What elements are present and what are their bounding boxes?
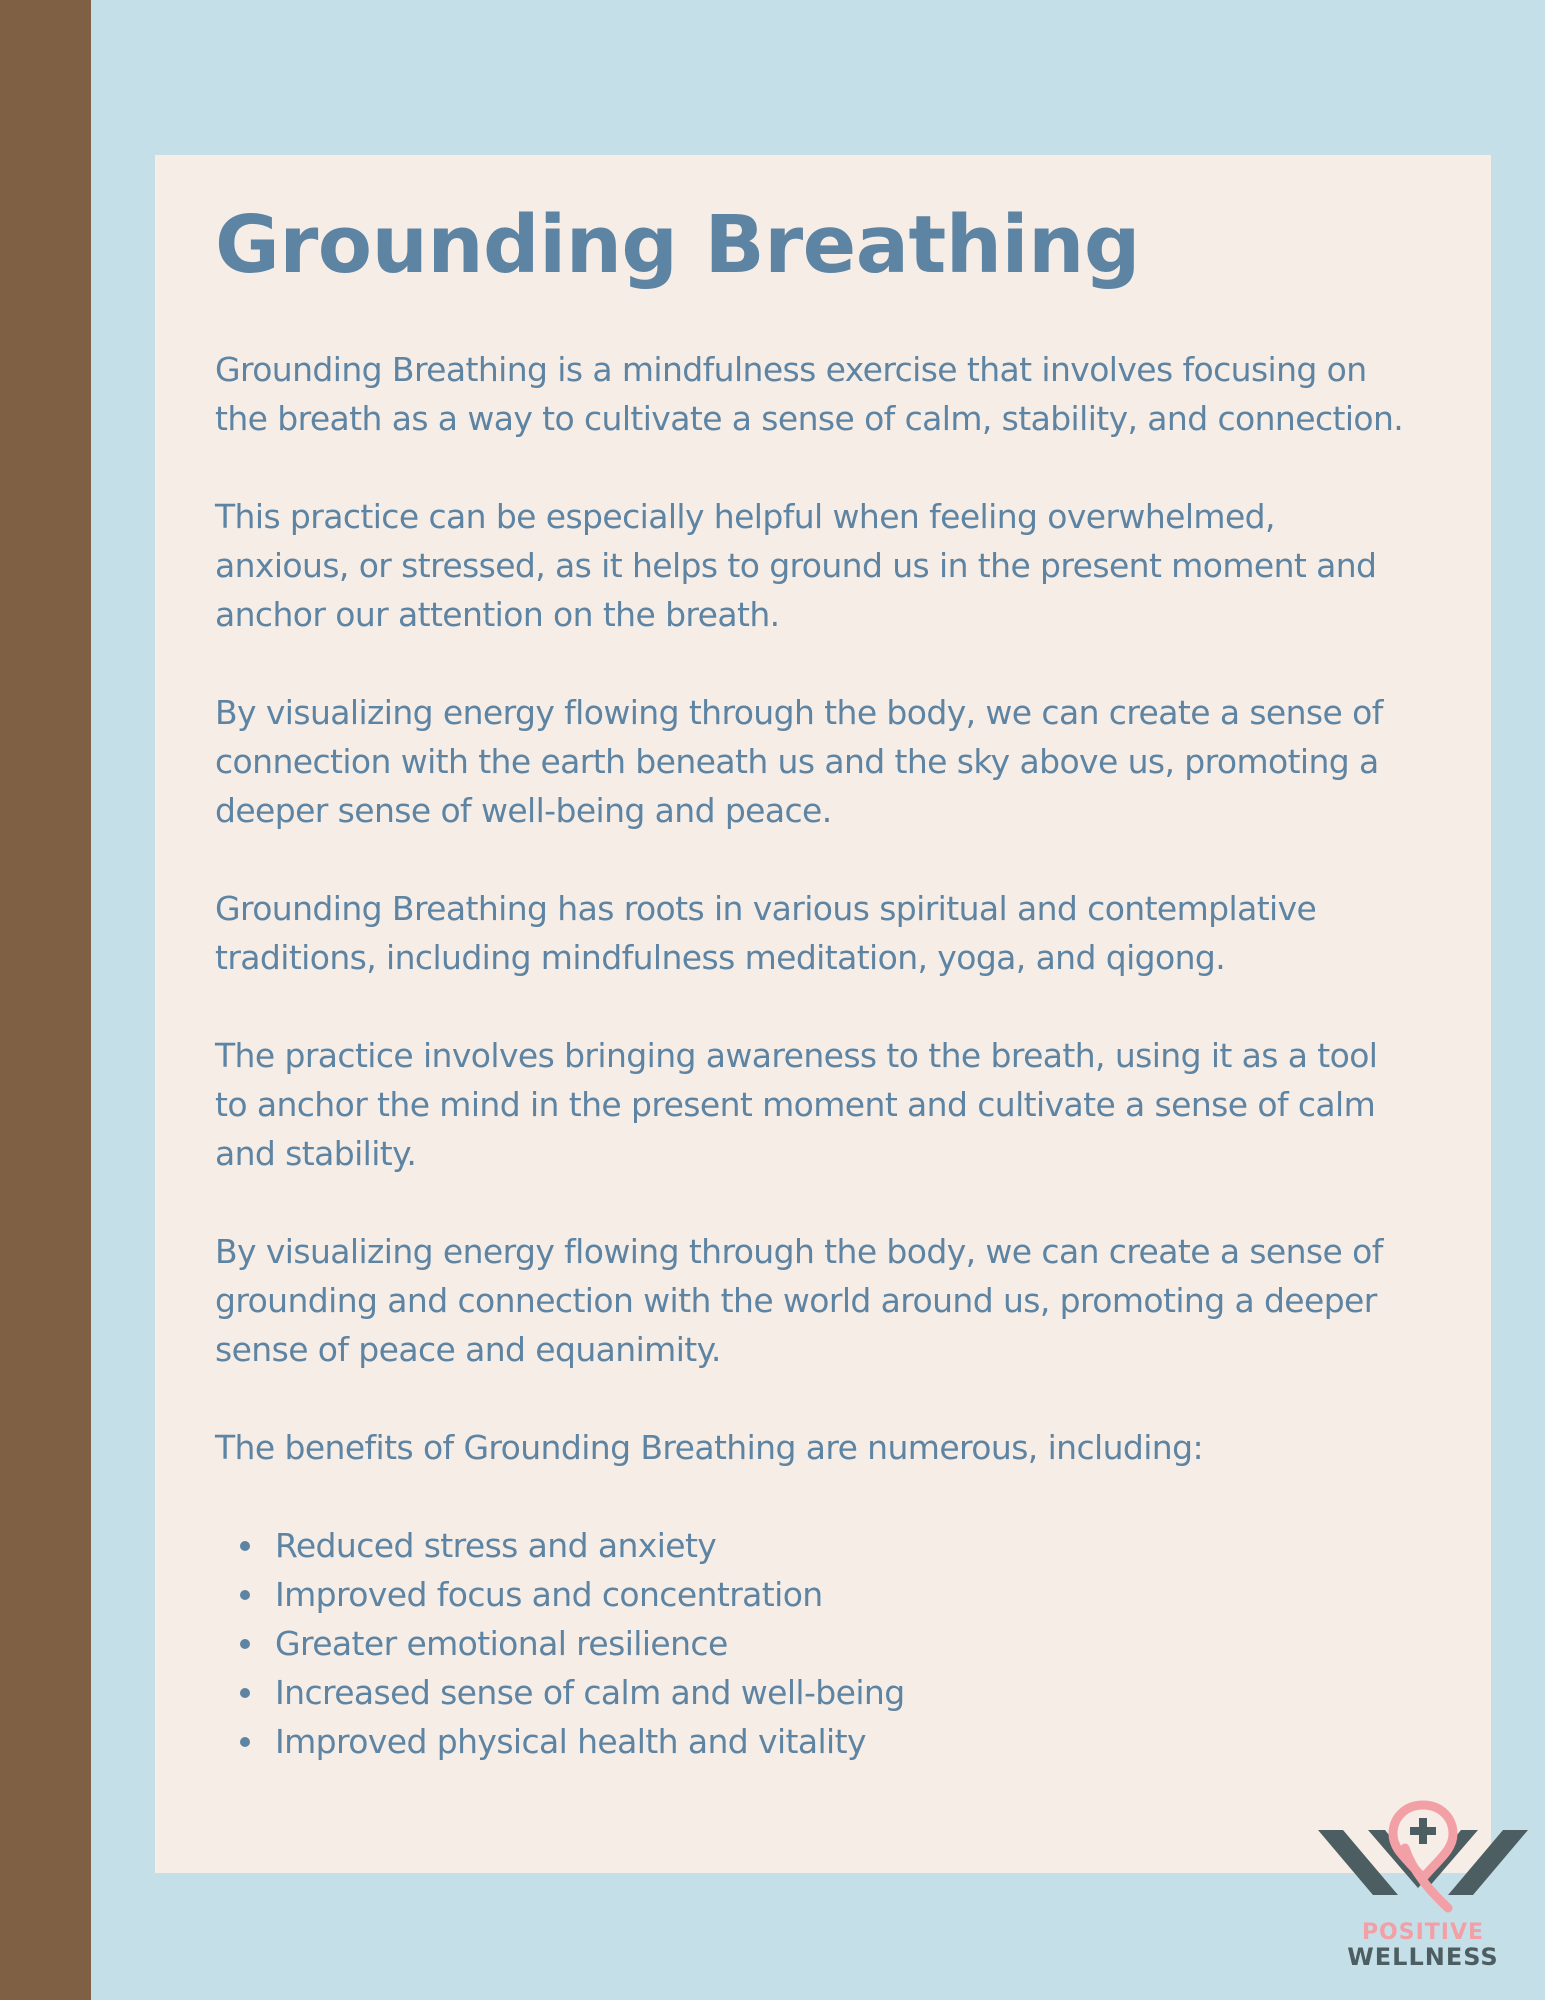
list-item-text: Increased sense of calm and well-being — [275, 1673, 905, 1712]
benefits-list — [215, 1521, 1455, 1766]
document-body — [215, 185, 1455, 1766]
bullet-icon — [240, 1688, 250, 1698]
bullet-icon — [240, 1590, 250, 1600]
paragraph-line: By visualizing energy flowing through the body, we can create a sense of — [215, 693, 1383, 732]
paragraph-line: Grounding Breathing has roots in various spiritual and contemplative — [215, 889, 1317, 928]
paragraph-line: sense of peace and equanimity. — [215, 1330, 721, 1369]
logo-word-wellness: WELLNESS — [1347, 1943, 1499, 1971]
logo-mark-icon — [1313, 1800, 1533, 1925]
logo-word-positive: POSITIVE — [1361, 1920, 1485, 1945]
paragraph-line: The benefits of Grounding Breathing are numerous, including: — [215, 1428, 1203, 1467]
list-item-text: Greater emotional resilience — [275, 1624, 728, 1663]
list-item — [275, 1521, 1455, 1570]
paragraph-line: deeper sense of well-being and peace. — [215, 791, 832, 830]
paragraph-line: to anchor the mind in the present moment and cultivate a sense of calm — [215, 1085, 1376, 1124]
content-card — [155, 155, 1491, 1873]
list-item — [275, 1717, 1455, 1766]
list-item — [275, 1619, 1455, 1668]
bullet-icon — [240, 1639, 250, 1649]
positive-wellness-logo — [1313, 1800, 1533, 1990]
list-item-text: Improved focus and concentration — [275, 1575, 823, 1614]
paragraph-line: anchor our attention on the breath. — [215, 595, 780, 634]
paragraph-line: By visualizing energy flowing through the body, we can create a sense of — [215, 1232, 1383, 1271]
benefits-intro — [215, 1423, 1455, 1472]
paragraph-line: the breath as a way to cultivate a sense of calm, stability, and connection. — [215, 399, 1404, 438]
paragraph-line: Grounding Breathing is a mindfulness exercise that involves focusing on — [215, 350, 1367, 389]
paragraph-line: The practice involves bringing awareness to the breath, using it as a tool — [215, 1036, 1378, 1075]
paragraph-2 — [215, 492, 1455, 639]
list-item-text: Reduced stress and anxiety — [275, 1526, 717, 1565]
list-item — [275, 1668, 1455, 1717]
bullet-icon — [240, 1737, 250, 1747]
paragraph-4 — [215, 884, 1455, 982]
paragraph-3 — [215, 688, 1455, 835]
paragraph-line: This practice can be especially helpful when feeling overwhelmed, — [215, 497, 1275, 536]
paragraph-6 — [215, 1227, 1455, 1374]
paragraph-1 — [215, 345, 1455, 443]
paragraph-line: connection with the earth beneath us and the sky above us, promoting a — [215, 742, 1379, 781]
bullet-icon — [240, 1541, 250, 1551]
paragraph-line: and stability. — [215, 1134, 417, 1173]
list-item-text: Improved physical health and vitality — [275, 1722, 866, 1761]
paragraph-line: traditions, including mindfulness meditation, yoga, and qigong. — [215, 938, 1226, 977]
list-item — [275, 1570, 1455, 1619]
paragraph-line: anxious, or stressed, as it helps to ground us in the present moment and — [215, 546, 1377, 585]
paragraph-5 — [215, 1031, 1455, 1178]
side-color-bar — [0, 0, 91, 2000]
page-title: Grounding Breathing — [215, 199, 1140, 291]
paragraph-line: grounding and connection with the world around us, promoting a deeper — [215, 1281, 1377, 1320]
